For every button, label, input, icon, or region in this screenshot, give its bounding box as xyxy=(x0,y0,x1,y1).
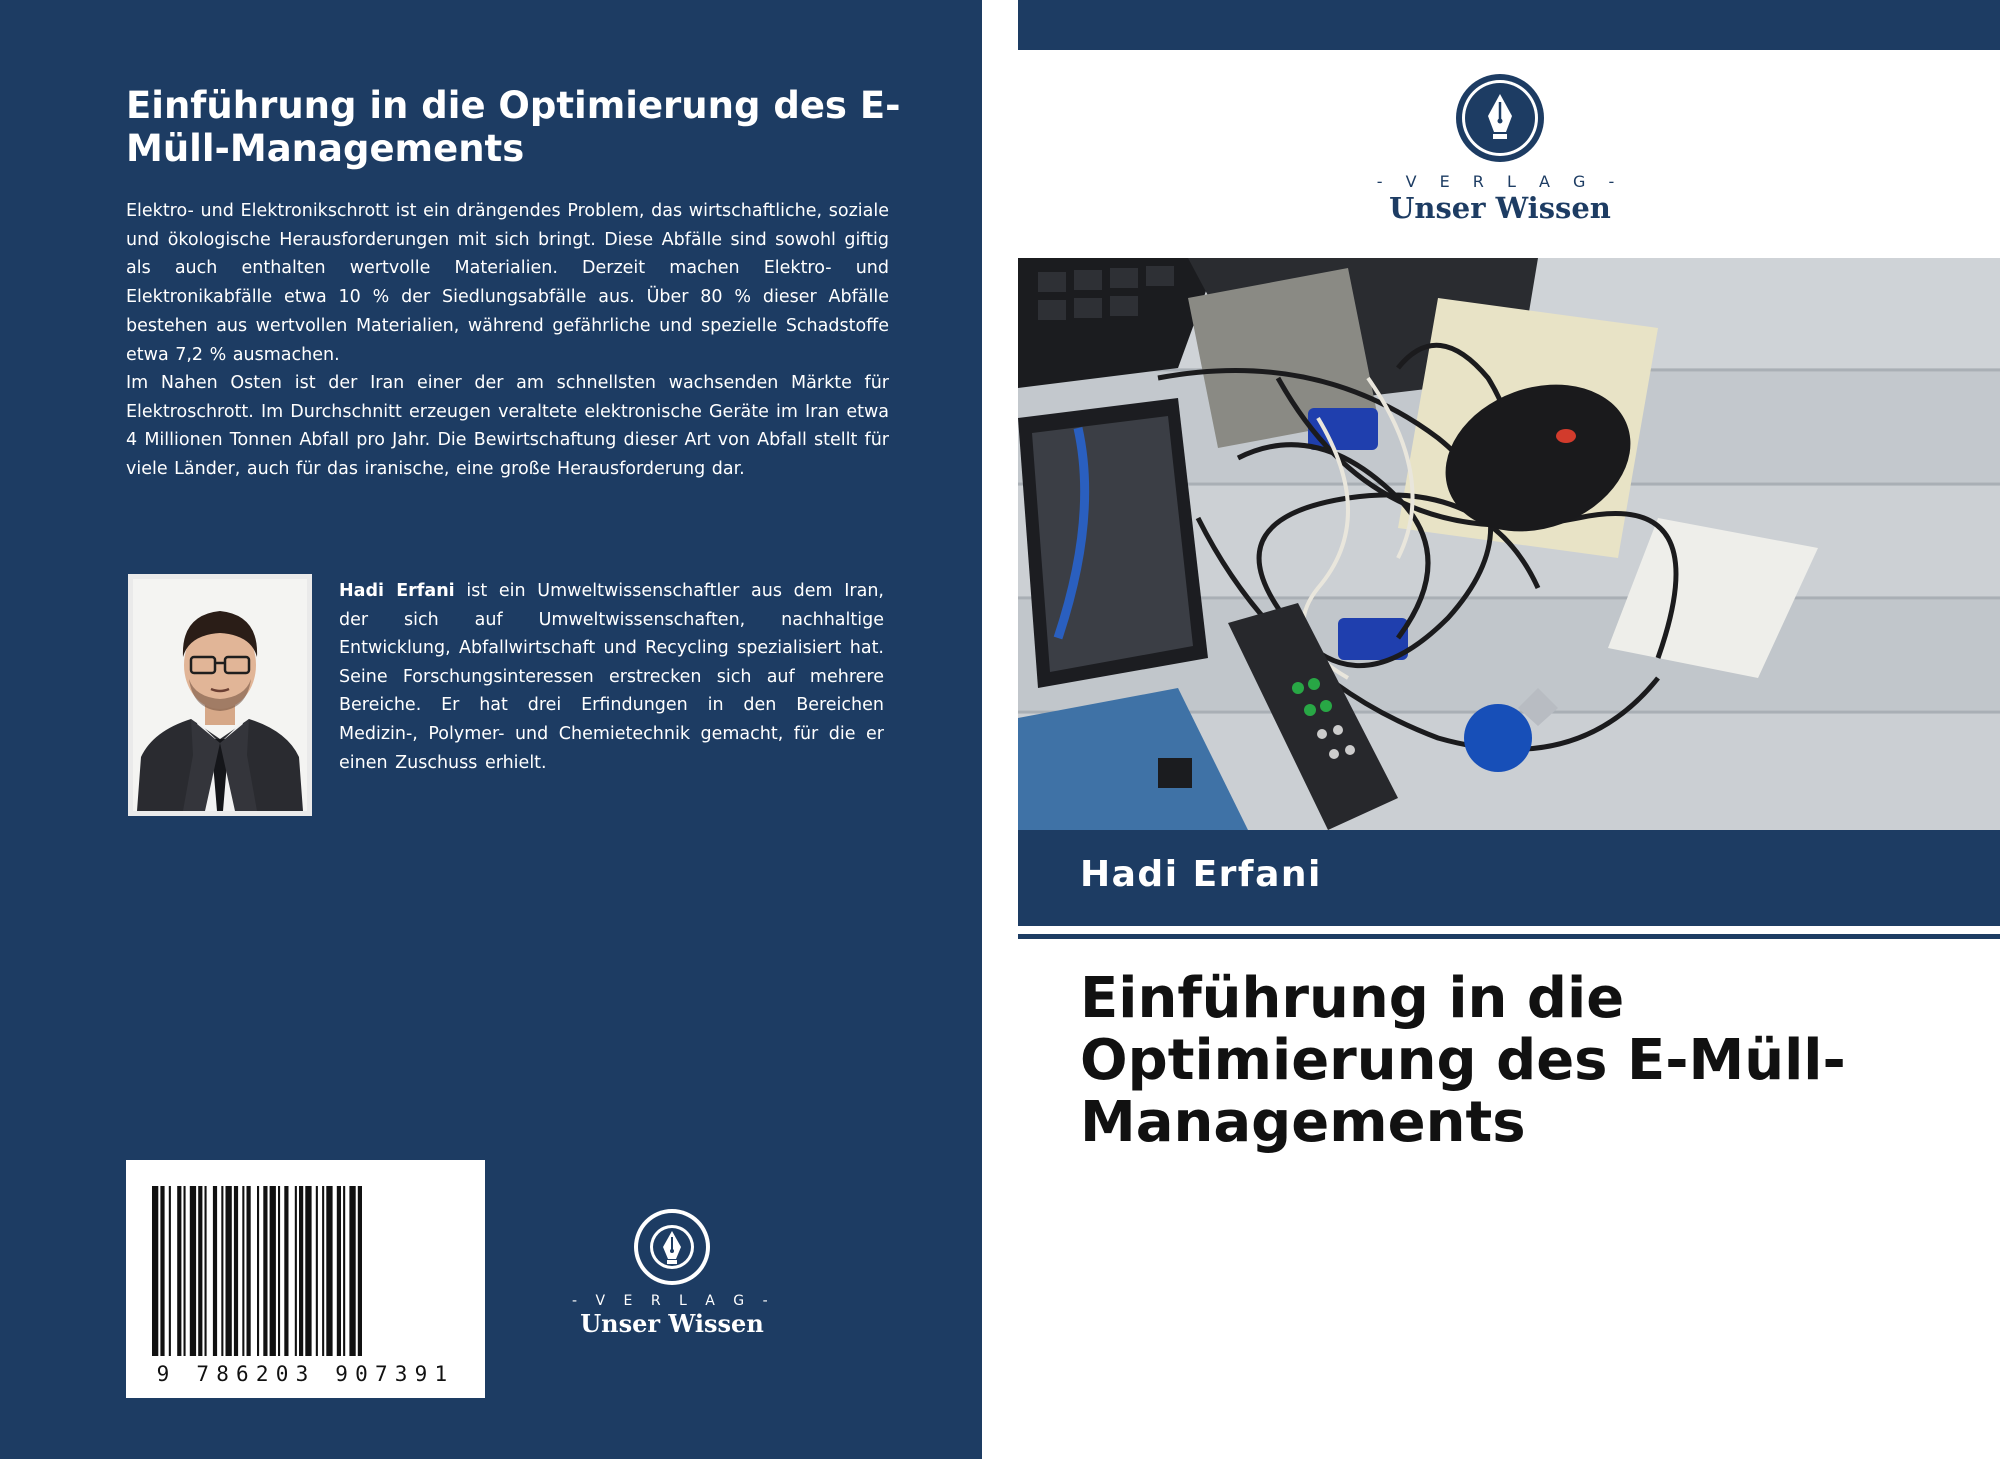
divider-rule xyxy=(1018,934,2000,939)
barcode-bar xyxy=(234,1186,238,1356)
barcode-bar xyxy=(184,1186,186,1356)
front-author-name: Hadi Erfani xyxy=(1080,854,1322,895)
barcode-bar xyxy=(213,1186,217,1356)
e-waste-illustration xyxy=(1018,258,2000,830)
barcode-bar xyxy=(284,1186,288,1356)
front-cover-title: Einführung in die Optimierung des E-Müll-Managements xyxy=(1080,966,1846,1155)
back-cover-title: Einführung in die Optimierung des E-Müll-Managements xyxy=(126,84,901,170)
author-bio-name: Hadi Erfani xyxy=(339,581,455,601)
barcode-bar xyxy=(247,1186,251,1356)
blurb-paragraph-2: Im Nahen Osten ist der Iran einer der am schnellsten wachsenden Märkte für Elektroschrott. Im Durchschnitt erzeugen veraltete elektronische Geräte im Iran etwa 4 Millionen Tonnen Abfall pro Jahr. Die Bewirtschaftung dieser Art von Abfall stellt für viele Länder, auch für das iranische, eine große Herausforderung dar. xyxy=(126,373,889,480)
barcode-bar xyxy=(221,1186,223,1356)
barcode-bar xyxy=(169,1186,171,1356)
author-portrait-image xyxy=(133,579,307,811)
front-top-bar xyxy=(1018,0,2000,50)
barcode-bar xyxy=(316,1186,318,1356)
author-photo xyxy=(128,574,312,816)
barcode-bar xyxy=(177,1186,181,1356)
barcode-bar xyxy=(305,1186,311,1356)
back-cover xyxy=(0,0,982,1459)
cover-photo-e-waste xyxy=(1018,258,2000,830)
barcode-bar xyxy=(242,1186,244,1356)
barcode-bar xyxy=(278,1186,280,1356)
barcode-bar xyxy=(198,1186,202,1356)
barcode-bar xyxy=(349,1186,355,1356)
isbn-barcode xyxy=(126,1160,485,1398)
back-logo-verlag: - V E R L A G - xyxy=(572,1293,775,1309)
barcode-bar xyxy=(322,1186,324,1356)
barcode-bar xyxy=(257,1186,259,1356)
barcode-bar xyxy=(358,1186,362,1356)
barcode-bar xyxy=(226,1186,232,1356)
barcode-bar xyxy=(263,1186,267,1356)
barcode-bar xyxy=(343,1186,345,1356)
spine xyxy=(982,0,1018,1459)
back-publisher-logo xyxy=(572,1207,775,1338)
barcode-bar xyxy=(160,1186,164,1356)
back-logo-name: Unser Wissen xyxy=(580,1309,764,1338)
barcode-bar xyxy=(337,1186,341,1356)
front-publisher-logo xyxy=(1375,72,1625,225)
publisher-seal-icon xyxy=(1454,72,1546,164)
author-bio xyxy=(339,577,884,777)
author-band xyxy=(1018,830,2000,926)
barcode-bar xyxy=(270,1186,276,1356)
isbn-digits: 9 786203 907391 xyxy=(156,1362,455,1386)
front-logo-name: Unser Wissen xyxy=(1389,191,1611,225)
front-logo-verlag: - V E R L A G - xyxy=(1376,172,1624,191)
author-bio-text: ist ein Umweltwissenschaftler aus dem Iran, der sich auf Umweltwissenschaften, nachhaltige Entwicklung, Abfallwirtschaft und Recycling spezialisiert hat. Seine Forschungsinteressen erstrecken sich auf mehrere Bereiche. Er hat drei Erfindungen in den Bereichen Medizin-, Polymer- und Chemietechnik gemacht, für die er einen Zuschuss erhielt. xyxy=(339,581,884,773)
barcode-bar xyxy=(326,1186,332,1356)
barcode-bar xyxy=(299,1186,303,1356)
blurb-paragraph-1: Elektro- und Elektronikschrott ist ein drängendes Problem, das wirtschaftliche, soziale und ökologische Herausforderungen mit sich bringt. Diese Abfälle sind sowohl giftig als auch enthalten wertvolle Materialien. Derzeit machen Elektro- und Elektronikabfälle etwa 10 % der Siedlungsabfälle aus. Über 80 % dieser Abfälle bestehen aus wertvollen Materialien, während gefährliche und spezielle Schadstoffe etwa 7,2 % ausmachen. xyxy=(126,201,889,365)
barcode-bar xyxy=(295,1186,297,1356)
publisher-seal-icon xyxy=(632,1207,712,1287)
barcode-bar xyxy=(152,1186,158,1356)
barcode-bar xyxy=(205,1186,207,1356)
barcode-bar xyxy=(190,1186,196,1356)
